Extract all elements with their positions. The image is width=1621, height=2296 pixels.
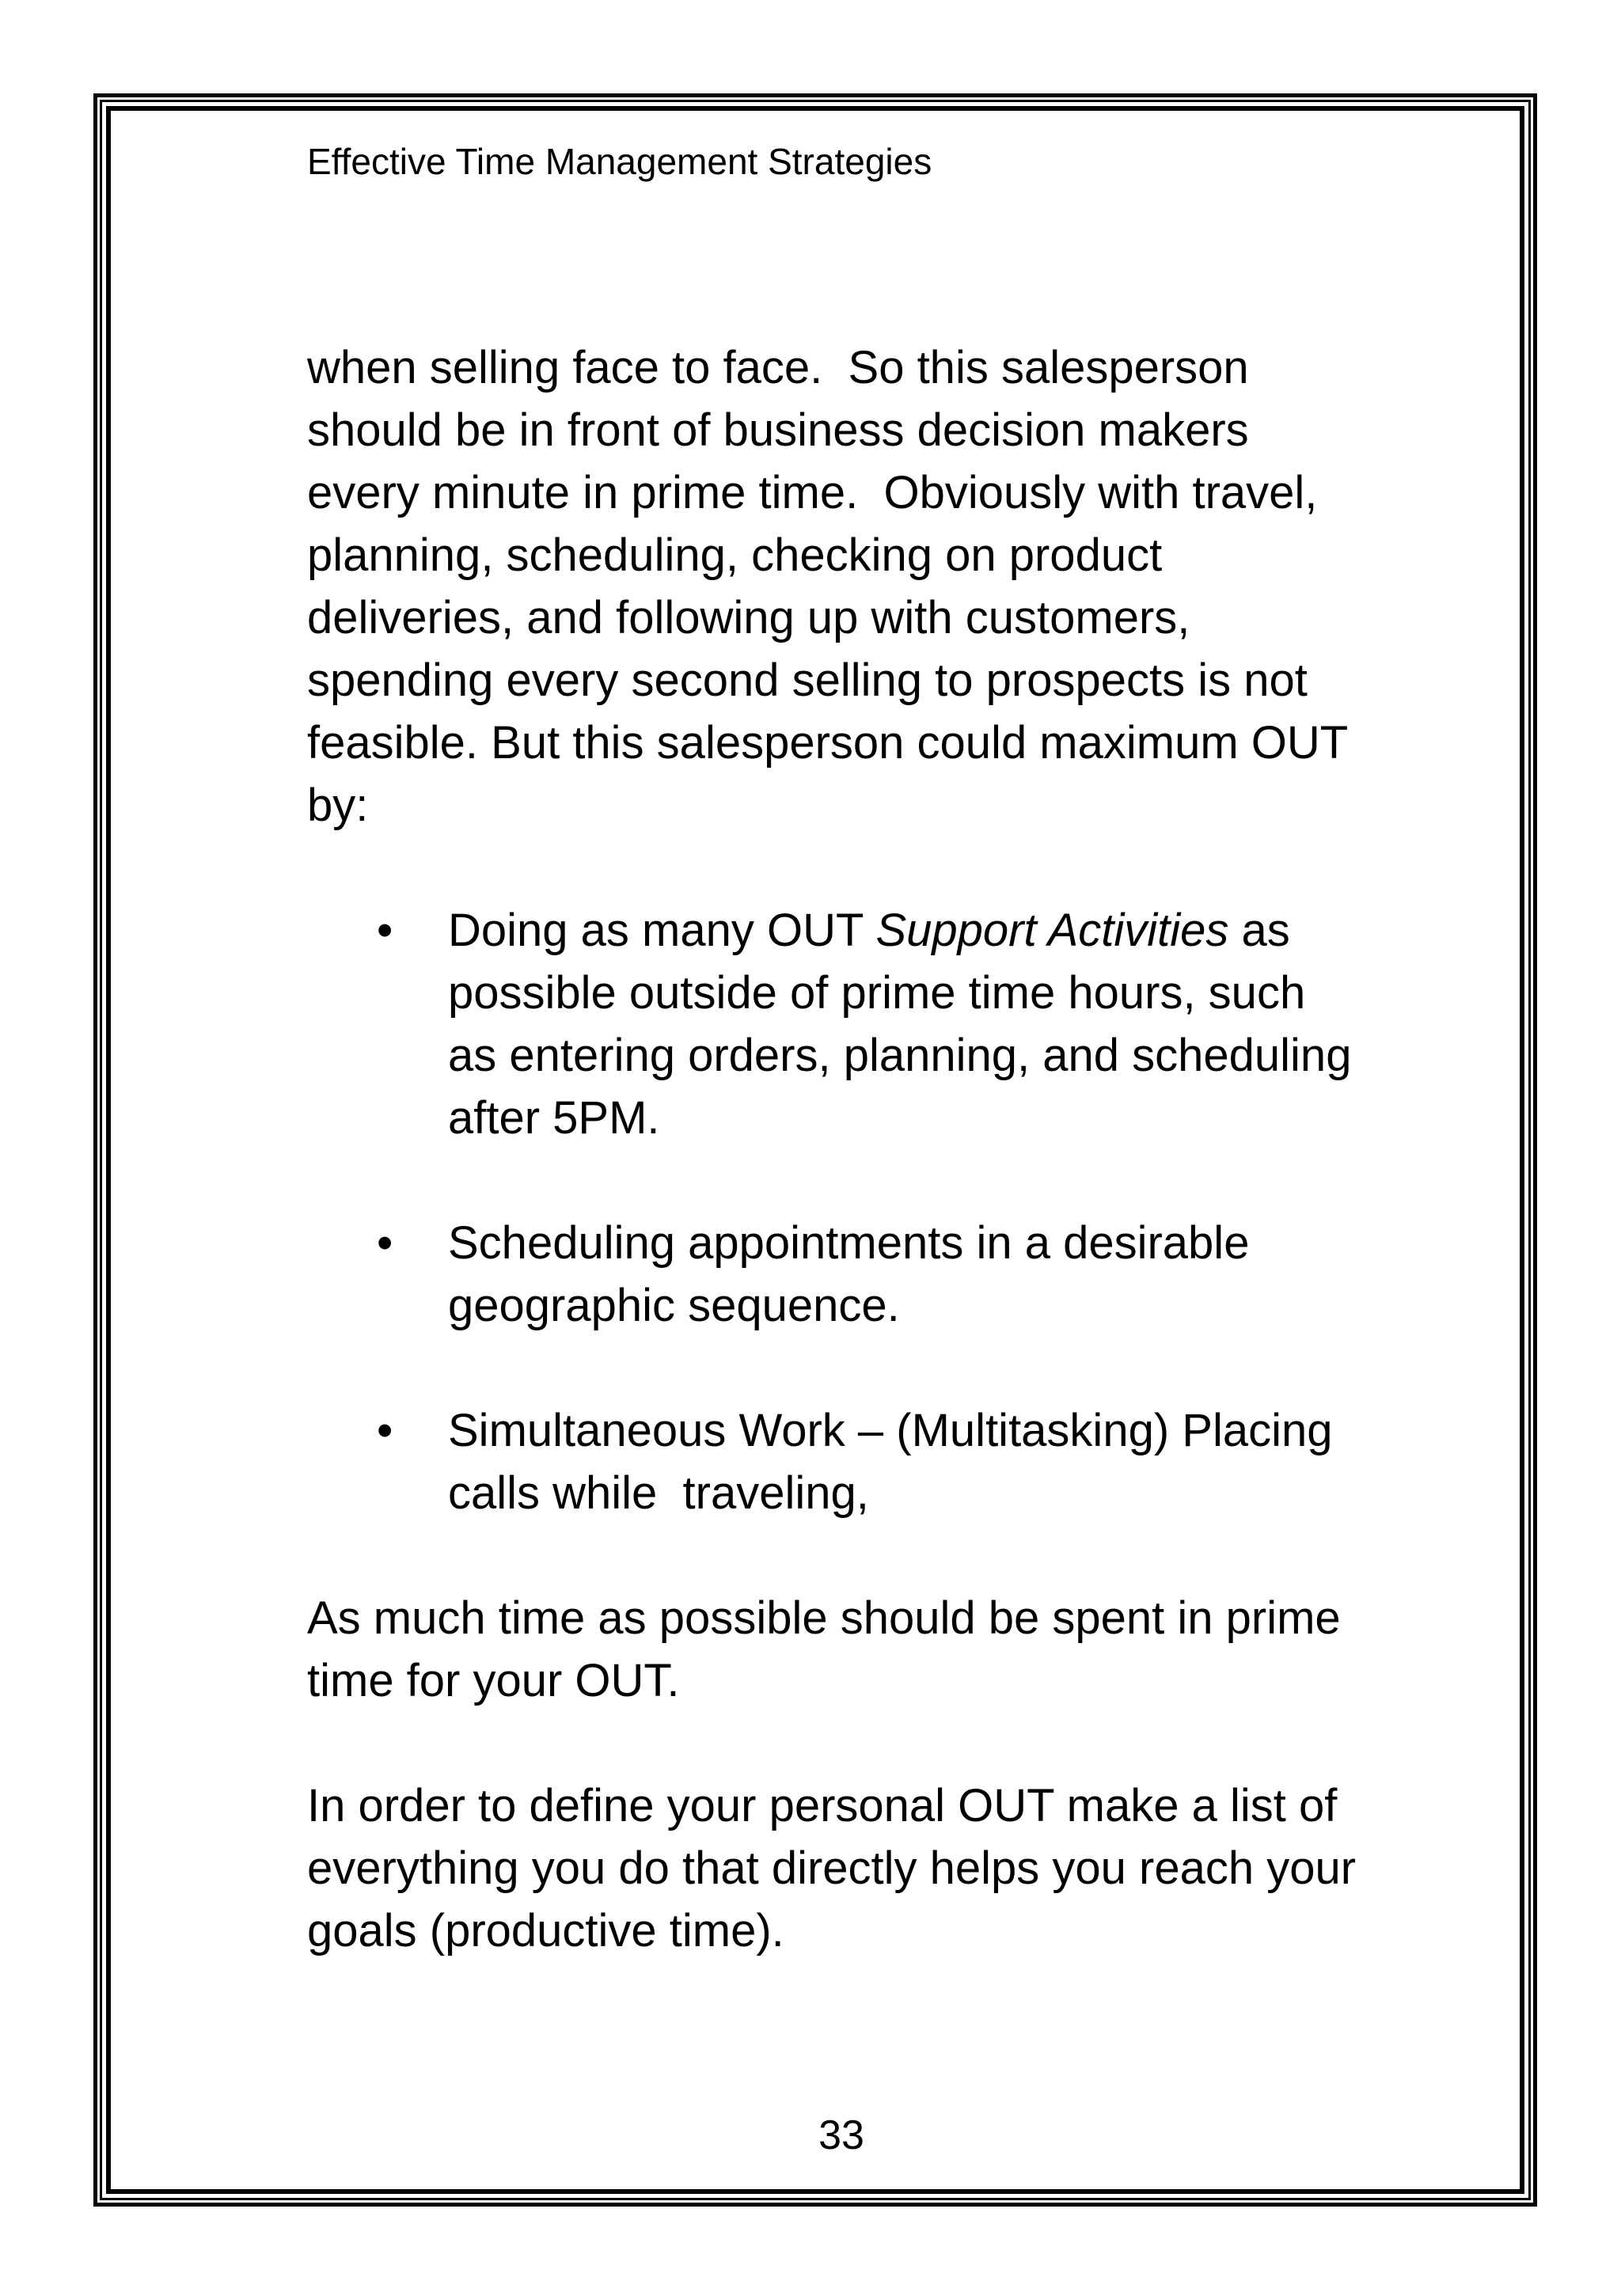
list-item (307, 1212, 1407, 1337)
text-line: spending every second selling to prospects is not (307, 655, 1308, 706)
text-line: after 5PM. (448, 1092, 660, 1144)
bullet-point-icon: • (377, 1405, 393, 1456)
text-line: should be in front of business decision makers (307, 404, 1249, 456)
text-line: planning, scheduling, checking on product (307, 529, 1163, 581)
bullet-point-icon: • (377, 905, 393, 956)
paragraph-spacer (307, 1524, 1407, 1587)
page-number: 33 (818, 2112, 864, 2158)
text-line (448, 899, 1407, 962)
running-header: Effective Time Management Strategies (307, 141, 932, 182)
text-line: As much time as possible should be spent in prime (307, 1592, 1341, 1644)
intro-paragraph (307, 336, 1407, 837)
page-body (307, 336, 1407, 1962)
paragraph-spacer (307, 1712, 1407, 1774)
list-item (307, 899, 1407, 1149)
italic-term: Support Activities (875, 905, 1229, 956)
text-run: as (1228, 905, 1290, 956)
text-line: In order to define your personal OUT make a list of (307, 1780, 1338, 1831)
bullet-list (307, 899, 1407, 1524)
text-line: Scheduling appointments in a desirable (448, 1217, 1250, 1269)
text-line: everything you do that directly helps you reach your (307, 1842, 1357, 1894)
paragraph (307, 1587, 1407, 1712)
text-line: as entering orders, planning, and scheduling (448, 1030, 1352, 1081)
text-line: geographic sequence. (448, 1280, 900, 1331)
text-line: time for your OUT. (307, 1655, 680, 1706)
paragraph (307, 1774, 1407, 1962)
text-line: possible outside of prime time hours, such (448, 967, 1306, 1019)
text-line: deliveries, and following up with customers, (307, 592, 1190, 643)
list-item (307, 1399, 1407, 1524)
text-run: Doing as many OUT (448, 905, 876, 956)
text-line: when selling face to face. So this salesperson (307, 342, 1249, 393)
text-line: goals (productive time). (307, 1905, 784, 1956)
text-line: feasible. But this salesperson could maximum OUT (307, 717, 1349, 768)
text-line: calls while traveling, (448, 1467, 869, 1519)
text-line: Simultaneous Work – (Multitasking) Placing (448, 1405, 1333, 1456)
bullet-point-icon: • (377, 1217, 393, 1269)
text-line: by: (307, 780, 369, 831)
text-line: every minute in prime time. Obviously with travel, (307, 467, 1318, 518)
